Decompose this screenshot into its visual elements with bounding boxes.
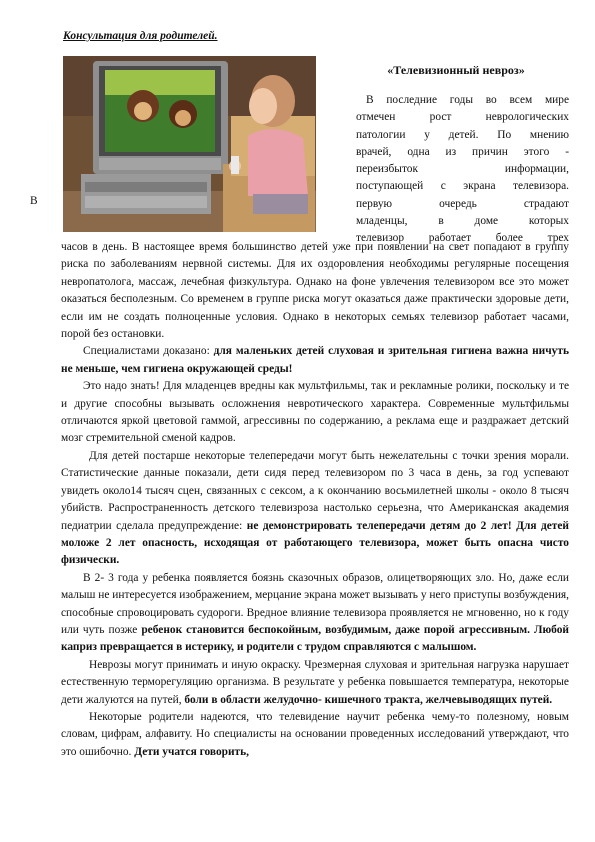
intro-line: В последние годы во всем мире — [366, 94, 569, 106]
child-watching-tv-photo — [63, 56, 316, 232]
paragraph — [61, 657, 569, 709]
article-title: «Телевизионный невроз» — [387, 63, 525, 77]
intro-line: телевизор работает более трех — [356, 232, 569, 245]
paragraph-bold-text: боли в области желудочно- кишечного тракта, желчевыводящих путей. — [184, 693, 553, 706]
paragraph: Это надо знать! Для младенцев вредны как мультфильмы, так и рекламные ролики, поскольку и те и другие способны вызывать осложнения невротического характера. Современные мультфильмы отличаются яркой цветовой гаммой, агрессивны по содержанию, а реклама еще и раздражает детский мозг стремительной сменой кадров. — [61, 380, 569, 445]
intro-line: младенцы, в доме которых — [356, 215, 569, 228]
intro-line: отмечен рост неврологических — [356, 111, 569, 124]
paragraph-bold-text: Дети учатся говорить, — [134, 745, 250, 758]
photo-illustration — [63, 56, 316, 232]
intro-line: поступающей с экрана телевизора. — [356, 180, 569, 193]
intro-line: патологии у детей. По мнению — [356, 128, 569, 141]
paragraph — [61, 709, 569, 761]
intro-paragraph-side — [356, 92, 569, 248]
paragraph — [61, 343, 569, 378]
paragraph-text: Некоторые родители надеются, что телевидение научит ребенка чему-то полезному, новым словам, цифрам, алфавиту. Но специалисты на основании проведенных исследований утверждают, что это ошибочно. — [61, 710, 569, 758]
paragraph — [61, 570, 569, 657]
paragraph-text: Специалистами доказано: — [83, 345, 214, 358]
intro-line: врачей, одна из причин этого - — [356, 145, 569, 158]
paragraph-bold-text: не демонстрировать телепередачи детям до 2 лет! Для детей моложе 2 лет опасность, исходящая от работающего телевизора, может быть опасна чисто физически. — [61, 519, 569, 567]
paragraph-bold-text: для маленьких детей слуховая и зрительная гигиена важна ничуть не меньше, чем гигиена окружающей среды! — [61, 345, 569, 375]
intro-side-letter: В — [30, 195, 38, 207]
paragraph: часов в день. В настоящее время большинство детей уже при появлении на свет попадают в группу риска по заболеваниям нервной системы. Для их оздоровления необходимы регулярные посещения невропатолога, массаж, лечебная физкультура. Однако на фоне увлечения телевизором все это может оказаться бесполезным. Со временем в группе риска могут оказаться даже практически здоровые дети, если им не создать полноценные условия. Однако в некоторых семьях телевизор работает часами, порой без остановки. — [61, 241, 569, 341]
intro-line: переизбыток информации, — [356, 163, 569, 176]
paragraph-text: Неврозы могут принимать и иную окраску. Чрезмерная слуховая и зрительная нагрузка нарушает естественную терморегуляцию организма. В результате у ребенка повышается температура, некоторые дети жалуются на путей, — [61, 658, 569, 706]
paragraph-bold-text: ребенок становится беспокойным, возбудимым, даже порой агрессивным. Любой каприз превращается в истерику, и родители с трудом справляются с малышом. — [61, 623, 569, 654]
paragraph-text: В 2- 3 года у ребенка появляется боязнь сказочных образов, олицетворяющих зло. Но, даже если малыш не интересуется изображением, мерцание экрана может вызывать у него приступы возбуждения, способные спровоцировать судороги. Вредное влияние телевизора проявляется не мгновенно, но к году или чуть позже — [61, 571, 569, 636]
document-header: Консультация для родителей. — [63, 30, 218, 42]
intro-line: первую очередь страдают — [356, 197, 569, 210]
paragraph-text: Для детей постарше некоторые телепередачи могут быть нежелательны с точки зрения морали. Статистические данные показали, дети сидя перед телевизором по 3 часа в день, за год успевают увидеть около14 тысяч сцен, связанных с сексом, а к окончанию восьмилетней школы - около 8 тысяч убийств. Распространенность детского телевизроза настолько серьезна, что Американская академия педиатрии сделала предупреждение: — [61, 449, 569, 532]
paragraph — [61, 448, 569, 570]
article-body — [61, 239, 569, 761]
